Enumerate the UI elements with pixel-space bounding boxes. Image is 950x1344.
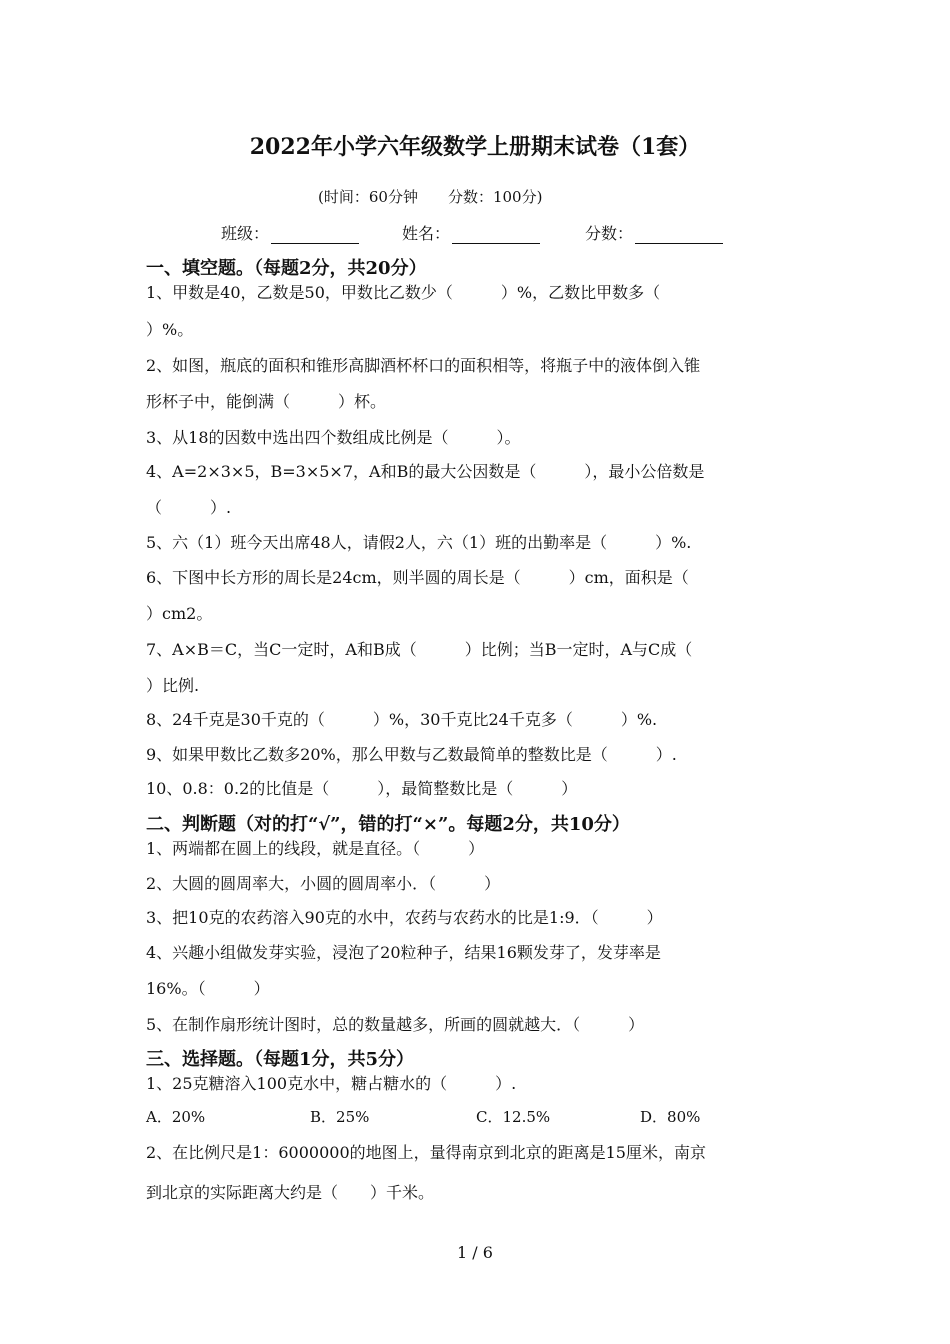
s3-q2-line-1: 2、在比例尺是1：6000000的地图上，量得南京到北京的距离是15厘米，南京: [146, 1143, 706, 1162]
s2-line-1: 1、两端都在圆上的线段，就是直径。（ ）: [146, 839, 485, 858]
name-field: [402, 221, 540, 244]
section1-heading: 一、填空题。（每题2分，共20分）: [146, 258, 427, 279]
s1-line-6: 4、A=2×3×5，B=3×5×7，A和B的最大公因数是（ ），最小公倍数是: [146, 462, 705, 481]
score-blank: [635, 227, 723, 244]
s3-q1-option-d: D．80%: [640, 1108, 701, 1126]
s1-line-7: （ ）.: [146, 498, 232, 517]
s1-line-2: ）%。: [146, 320, 194, 339]
name-label: 姓名：: [402, 224, 451, 243]
s1-line-9: 6、下图中长方形的周长是24cm，则半圆的周长是（ ）cm，面积是（: [146, 568, 689, 587]
section3-heading: 三、选择题。（每题1分，共5分）: [146, 1049, 415, 1070]
s3-q1: 1、25克糖溶入100克水中，糖占糖水的（ ）.: [146, 1074, 517, 1093]
class-blank: [271, 227, 359, 244]
page-number: 1 / 6: [457, 1243, 493, 1262]
s2-line-4: 4、兴趣小组做发芽实验，浸泡了20粒种子，结果16颗发芽了，发芽率是: [146, 943, 661, 962]
s3-q1-option-a: A．20%: [146, 1108, 206, 1126]
s3-q1-option-b: B．25%: [310, 1108, 370, 1126]
score-label: 分数：: [585, 224, 634, 243]
name-blank: [452, 227, 540, 244]
s1-line-11: 7、A×B＝C，当C一定时，A和B成（ ）比例；当B一定时，A与C成（: [146, 640, 693, 659]
s1-line-10: ）cm2。: [146, 604, 213, 623]
s2-line-6: 5、在制作扇形统计图时，总的数量越多，所画的圆就越大．（ ）: [146, 1015, 645, 1034]
exam-time-line: (时间：60分钟 分数：100分): [318, 188, 543, 206]
s2-line-5: 16%。（ ）: [146, 979, 270, 998]
s1-line-1: 1、甲数是40，乙数是50，甲数比乙数少（ ）%，乙数比甲数多（: [146, 283, 661, 302]
s1-line-4: 形杯子中，能倒满（ ）杯。: [146, 392, 387, 411]
section2-heading: 二、判断题（对的打“√”，错的打“×”。每题2分，共10分）: [146, 814, 630, 835]
s1-line-12: ）比例.: [146, 676, 200, 695]
s1-line-13: 8、24千克是30千克的（ ）%，30千克比24千克多（ ）%.: [146, 710, 658, 729]
class-label: 班级：: [221, 224, 270, 243]
s1-line-5: 3、从18的因数中选出四个数组成比例是（ ）。: [146, 428, 521, 447]
s1-line-8: 5、六（1）班今天出席48人，请假2人，六（1）班的出勤率是（ ）%.: [146, 533, 692, 552]
s2-line-3: 3、把10克的农药溶入90克的水中，农药与农药水的比是1:9．（ ）: [146, 908, 663, 927]
s2-line-2: 2、大圆的圆周率大，小圆的圆周率小．（ ）: [146, 874, 501, 893]
class-field: [221, 221, 359, 244]
s1-line-3: 2、如图，瓶底的面积和锥形高脚酒杯杯口的面积相等，将瓶子中的液体倒入锥: [146, 356, 701, 375]
s3-q1-option-c: C．12.5%: [476, 1108, 551, 1126]
s3-q2-line-2: 到北京的实际距离大约是（ ）千米。: [146, 1183, 435, 1202]
s1-line-14: 9、如果甲数比乙数多20%，那么甲数与乙数最简单的整数比是（ ）.: [146, 745, 677, 764]
score-field: [585, 221, 723, 244]
page-title: 2022年小学六年级数学上册期末试卷（1套）: [249, 134, 701, 160]
s1-line-15: 10、0.8：0.2的比值是（ ），最简整数比是（ ）: [146, 779, 578, 798]
